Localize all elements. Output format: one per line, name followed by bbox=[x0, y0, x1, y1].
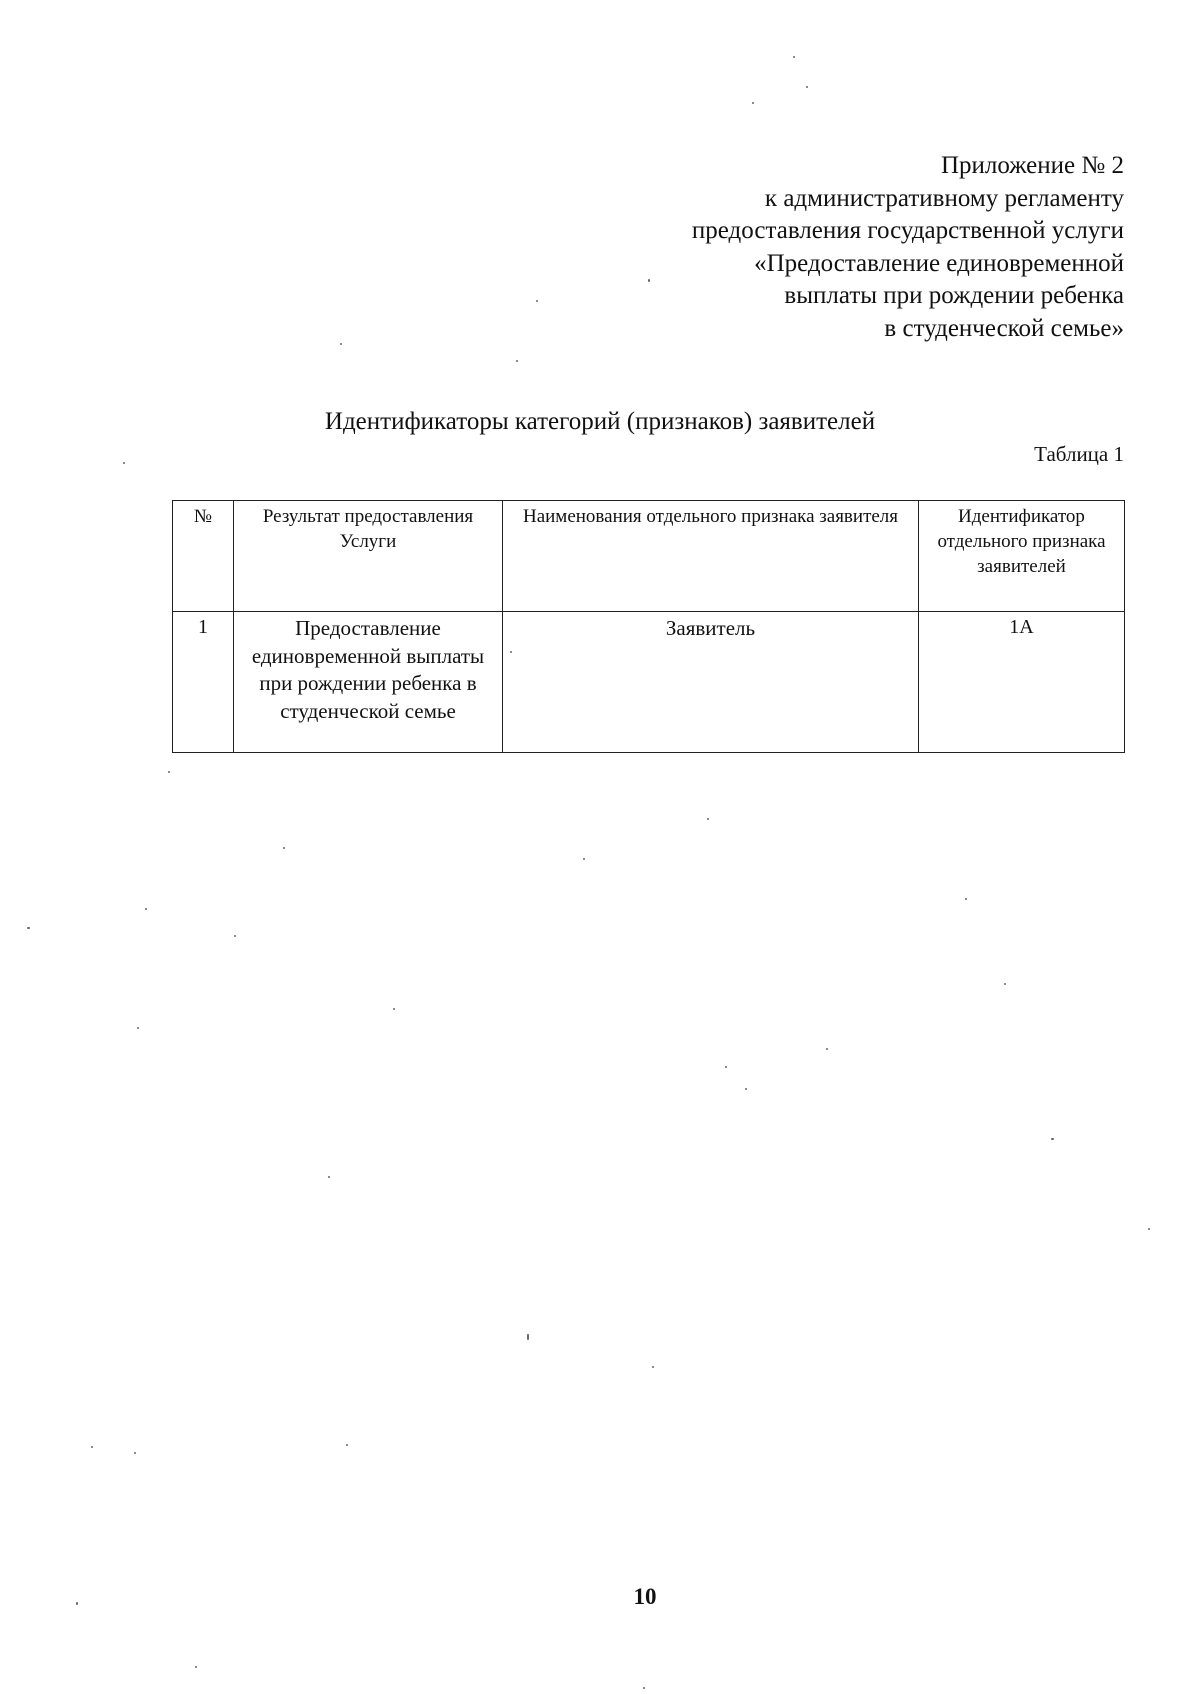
scan-speck bbox=[195, 1666, 197, 1668]
cell-attribute-name: Заявитель bbox=[503, 612, 919, 753]
header-number: № bbox=[173, 501, 234, 612]
table-header-row bbox=[173, 501, 1125, 612]
header-identifier: Идентификатор отдельного признака заявителей bbox=[919, 501, 1125, 612]
scan-speck bbox=[134, 1452, 136, 1454]
scan-speck bbox=[137, 1027, 139, 1029]
scan-speck bbox=[745, 1088, 747, 1090]
scan-speck bbox=[1004, 983, 1006, 985]
scan-speck bbox=[1148, 1228, 1150, 1230]
scan-speck bbox=[965, 898, 967, 900]
scan-speck bbox=[510, 651, 512, 653]
scan-speck bbox=[527, 1334, 529, 1340]
scan-speck bbox=[328, 1176, 330, 1178]
cell-number: 1 bbox=[173, 612, 234, 753]
scan-speck bbox=[793, 56, 795, 58]
appendix-line: выплаты при рождении ребенка bbox=[784, 282, 1124, 309]
scan-speck bbox=[516, 360, 518, 362]
appendix-line: Приложение № 2 bbox=[940, 152, 1124, 179]
scan-speck bbox=[583, 858, 585, 860]
scan-speck bbox=[76, 1602, 78, 1605]
header-result: Результат предоставления Услуги bbox=[234, 501, 503, 612]
scan-speck bbox=[27, 927, 30, 929]
scan-speck bbox=[707, 818, 709, 820]
appendix-line: предоставления государственной услуги bbox=[691, 217, 1124, 244]
scan-speck bbox=[145, 908, 147, 910]
scan-speck bbox=[752, 102, 754, 104]
appendix-line: в студенческой семье» bbox=[884, 314, 1124, 342]
identifiers-table bbox=[172, 500, 1125, 753]
scan-speck bbox=[536, 300, 538, 302]
scan-speck bbox=[123, 462, 125, 464]
table-row bbox=[173, 612, 1125, 753]
scan-speck bbox=[643, 1687, 645, 1689]
cell-identifier: 1А bbox=[919, 612, 1125, 753]
scan-speck bbox=[652, 1366, 654, 1368]
scan-speck bbox=[725, 1066, 727, 1068]
scan-speck bbox=[806, 86, 808, 88]
document-title: Идентификаторы категорий (признаков) заявителей bbox=[324, 408, 876, 435]
scan-speck bbox=[393, 1008, 395, 1010]
cell-result: Предоставление единовременной выплаты при рождении ребенка в студенческой семье bbox=[234, 612, 503, 753]
header-attribute-name: Наименования отдельного признака заявителя bbox=[503, 501, 919, 612]
appendix-line: «Предоставление единовременной bbox=[754, 249, 1124, 277]
scan-speck bbox=[340, 343, 342, 345]
scan-speck bbox=[648, 279, 650, 282]
appendix-reference bbox=[504, 150, 1124, 345]
scan-speck bbox=[91, 1446, 93, 1448]
scan-speck bbox=[826, 1048, 828, 1050]
appendix-line: к административному регламенту bbox=[764, 184, 1124, 212]
scan-speck bbox=[234, 935, 236, 937]
scan-speck bbox=[1051, 1138, 1054, 1140]
scan-speck bbox=[346, 1444, 348, 1446]
scan-speck bbox=[168, 771, 170, 773]
table-label: Таблица 1 bbox=[1034, 442, 1124, 466]
scan-speck bbox=[283, 847, 285, 849]
page-number: 10 bbox=[633, 1584, 657, 1609]
